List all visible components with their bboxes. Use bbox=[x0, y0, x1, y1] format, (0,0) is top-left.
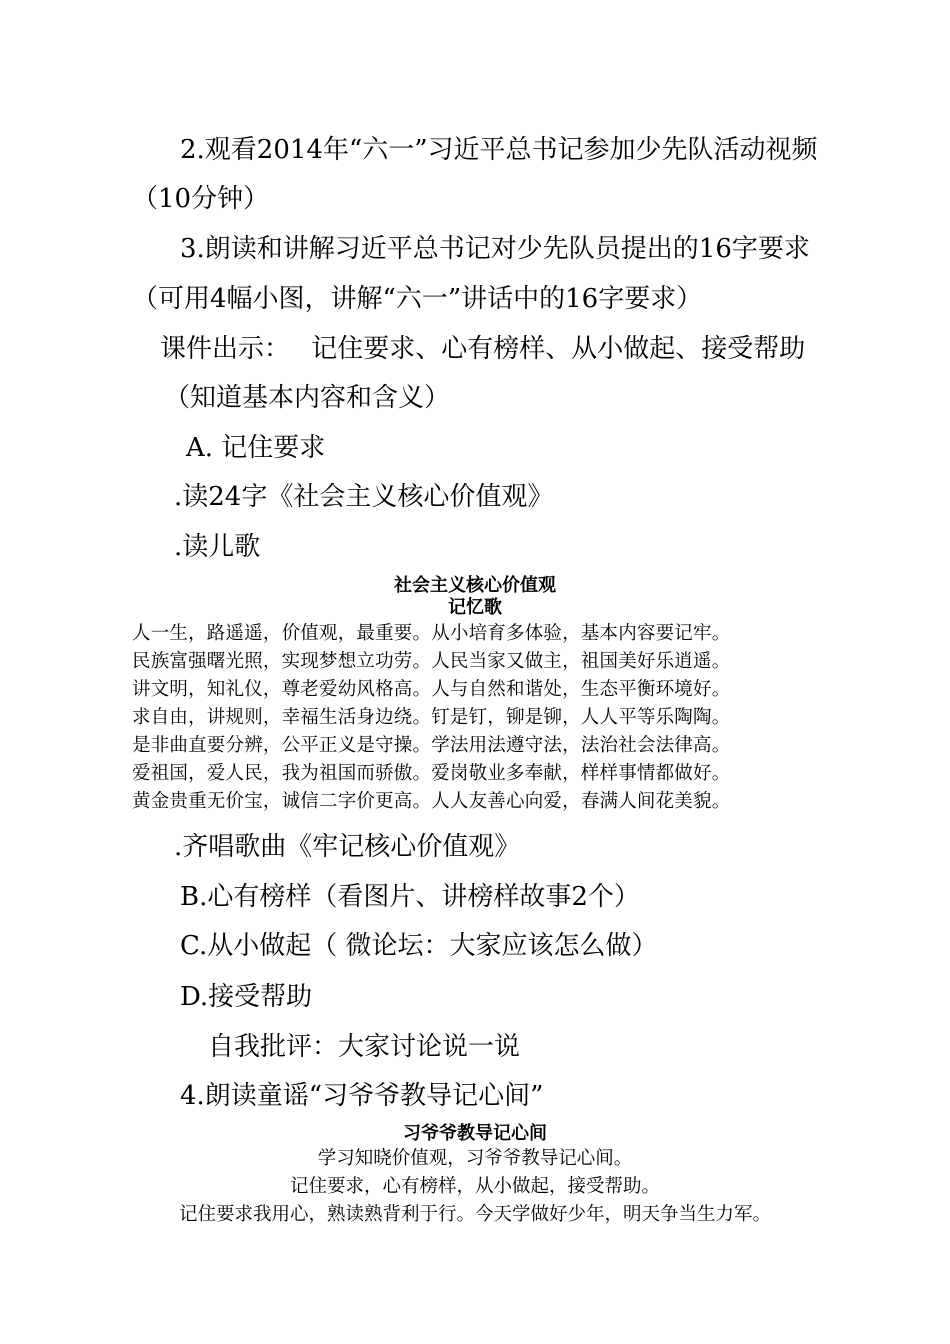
poem1-line: 人一生，路遥遥，价值观，最重要。从小培育多体验，基本内容要记牢。 bbox=[132, 623, 731, 644]
read-song: .读儿歌 bbox=[174, 532, 261, 562]
poem1-line: 是非曲直要分辨，公平正义是守操。学法用法遵守法，法治社会法律高。 bbox=[132, 735, 731, 756]
poem1-title: 社会主义核心价值观 bbox=[394, 575, 556, 596]
step2-line1: 2.观看2014年“六一”习近平总书记参加少先队活动视频 bbox=[180, 135, 818, 165]
poem2-line: 学习知晓价值观，习爷爷教导记心间。 bbox=[317, 1148, 633, 1169]
poem2-line: 记住要求，心有榜样，从小做起，接受帮助。 bbox=[289, 1176, 660, 1197]
section-a-heading: A. 记住要求 bbox=[186, 433, 326, 463]
poem1-subtitle: 记忆歌 bbox=[448, 597, 502, 618]
section-d-heading: D.接受帮助 bbox=[180, 982, 313, 1012]
step4-line: 4.朗读童谣“习爷爷教导记心间” bbox=[180, 1081, 544, 1111]
courseware-line: 课件出示： 记住要求、心有榜样、从小做起、接受帮助 bbox=[160, 334, 806, 364]
section-b-heading: B.心有榜样（看图片、讲榜样故事2个） bbox=[180, 882, 640, 912]
poem1-line: 讲文明，知礼仪，尊老爱幼风格高。人与自然和谐处，生态平衡环境好。 bbox=[132, 679, 731, 700]
poem1-line: 黄金贵重无价宝，诚信二字价更高。人人友善心向爱，春满人间花美貌。 bbox=[132, 791, 731, 812]
read-24-words: .读24字《社会主义核心价值观》 bbox=[174, 482, 554, 512]
step3-line1: 3.朗读和讲解习近平总书记对少先队员提出的16字要求 bbox=[180, 234, 810, 264]
section-c-heading: C.从小做起（ 微论坛：大家应该怎么做） bbox=[180, 931, 658, 961]
poem1-line: 爱祖国，爱人民，我为祖国而骄傲。爱岗敬业多奉献，样样事情都做好。 bbox=[132, 763, 731, 784]
poem2-title: 习爷爷教导记心间 bbox=[403, 1123, 547, 1144]
step3-line2: （可用4幅小图，讲解“六一”讲话中的16字要求） bbox=[132, 284, 703, 314]
poem2-line: 记住要求我用心，熟读熟背利于行。今天学做好少年，明天争当生力军。 bbox=[178, 1204, 771, 1225]
meaning-line: （知道基本内容和含义） bbox=[164, 383, 451, 413]
poem1-line: 求自由，讲规则，幸福生活身边绕。钉是钉，铆是铆，人人平等乐陶陶。 bbox=[132, 707, 731, 728]
step2-line2: （10分钟） bbox=[132, 184, 270, 214]
poem1-line: 民族富强曙光照，实现梦想立功劳。人民当家又做主，祖国美好乐逍遥。 bbox=[132, 651, 731, 672]
self-review-line: 自我批评：大家讨论说一说 bbox=[208, 1032, 521, 1062]
sing-song: .齐唱歌曲《牢记核心价值观》 bbox=[174, 832, 521, 862]
